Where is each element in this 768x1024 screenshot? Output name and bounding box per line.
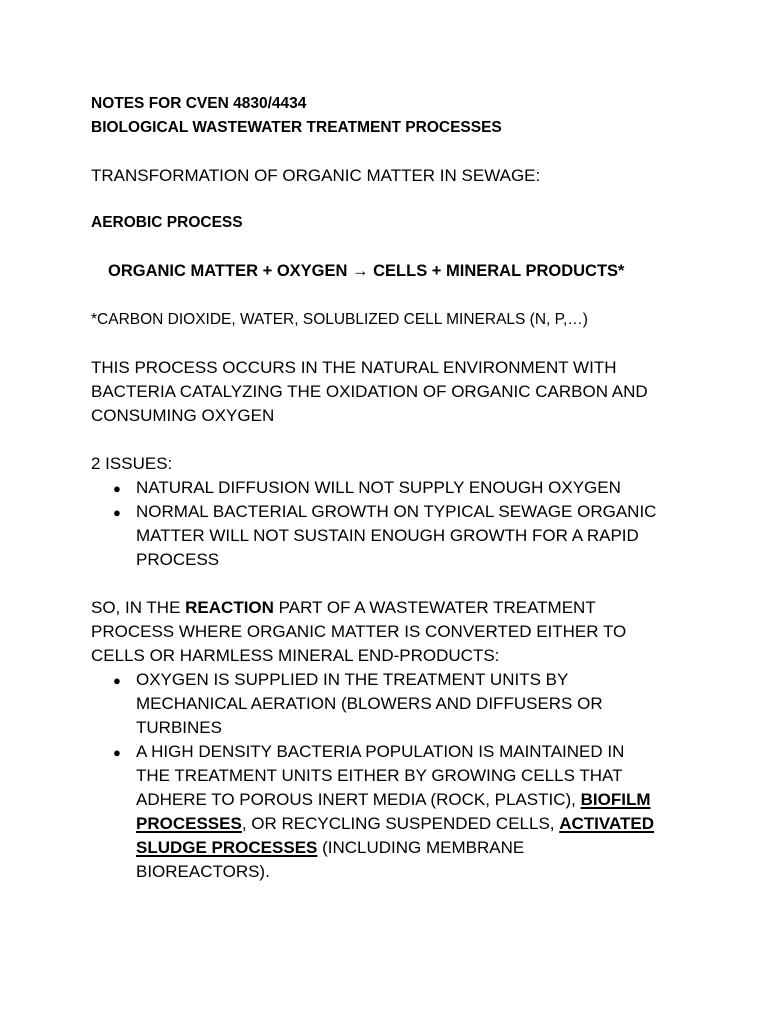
list-item-continuation xyxy=(136,790,651,810)
list-item-continuation: MATTER WILL NOT SUSTAIN ENOUGH GROWTH FOR A RAPID xyxy=(136,526,639,545)
list-item-continuation: THE TREATMENT UNITS EITHER BY GROWING CELLS THAT xyxy=(136,766,623,785)
course-title: NOTES FOR CVEN 4830/4434 xyxy=(91,95,307,112)
paragraph-1-line: CONSUMING OXYGEN xyxy=(91,406,275,425)
list-item-continuation: MECHANICAL AERATION (BLOWERS AND DIFFUSERS OR xyxy=(136,694,603,713)
text-span: (INCLUDING MEMBRANE xyxy=(317,838,525,857)
reaction-equation xyxy=(108,262,624,281)
list-item: NORMAL BACTERIAL GROWTH ON TYPICAL SEWAGE ORGANIC xyxy=(136,502,657,521)
equation-rhs: CELLS + MINERAL PRODUCTS* xyxy=(373,262,625,280)
paragraph-1-line: THIS PROCESS OCCURS IN THE NATURAL ENVIRONMENT WITH xyxy=(91,358,617,377)
footnote: *CARBON DIOXIDE, WATER, SOLUBLIZED CELL MINERALS (N, P,…) xyxy=(91,311,588,328)
list-item-continuation: PROCESS xyxy=(136,550,220,569)
bullet-icon: ● xyxy=(113,745,121,760)
list-item: NATURAL DIFFUSION WILL NOT SUPPLY ENOUGH OXYGEN xyxy=(136,478,621,497)
list-item: A HIGH DENSITY BACTERIA POPULATION IS MAINTAINED IN xyxy=(136,742,625,761)
list-item-continuation xyxy=(136,838,524,858)
text-span: SO, IN THE xyxy=(91,598,186,617)
paragraph-2-line: PROCESS WHERE ORGANIC MATTER IS CONVERTED EITHER TO xyxy=(91,622,627,641)
list-item-continuation xyxy=(136,814,654,834)
bullet-icon: ● xyxy=(113,481,121,496)
bullet-icon: ● xyxy=(113,673,121,688)
text-span: PART OF A WASTEWATER TREATMENT xyxy=(273,598,596,617)
reaction-emphasis: REACTION xyxy=(185,598,274,617)
activated-term: ACTIVATED xyxy=(559,814,654,833)
biofilm-term: BIOFILM xyxy=(580,790,651,809)
issues-heading: 2 ISSUES: xyxy=(91,454,173,473)
document-title: BIOLOGICAL WASTEWATER TREATMENT PROCESSES xyxy=(91,119,502,136)
section-title: TRANSFORMATION OF ORGANIC MATTER IN SEWAGE: xyxy=(91,166,541,185)
biofilm-term-cont: PROCESSES xyxy=(136,814,242,833)
list-item: OXYGEN IS SUPPLIED IN THE TREATMENT UNITS BY xyxy=(136,670,569,689)
bullet-icon: ● xyxy=(113,505,121,520)
list-item-continuation: TURBINES xyxy=(136,718,222,737)
arrow-icon: → xyxy=(352,262,369,280)
aerobic-heading: AEROBIC PROCESS xyxy=(91,214,243,231)
paragraph-2-line: CELLS OR HARMLESS MINERAL END-PRODUCTS: xyxy=(91,646,500,665)
equation-lhs: ORGANIC MATTER + OXYGEN xyxy=(108,262,348,280)
list-item-continuation: BIOREACTORS). xyxy=(136,862,270,881)
paragraph-1-line: BACTERIA CATALYZING THE OXIDATION OF ORGANIC CARBON AND xyxy=(91,382,648,401)
text-span: , OR RECYCLING SUSPENDED CELLS, xyxy=(241,814,560,833)
paragraph-2-line xyxy=(91,598,596,618)
text-span: ADHERE TO POROUS INERT MEDIA (ROCK, PLASTIC), xyxy=(136,790,581,809)
activated-term-cont: SLUDGE PROCESSES xyxy=(136,838,318,857)
